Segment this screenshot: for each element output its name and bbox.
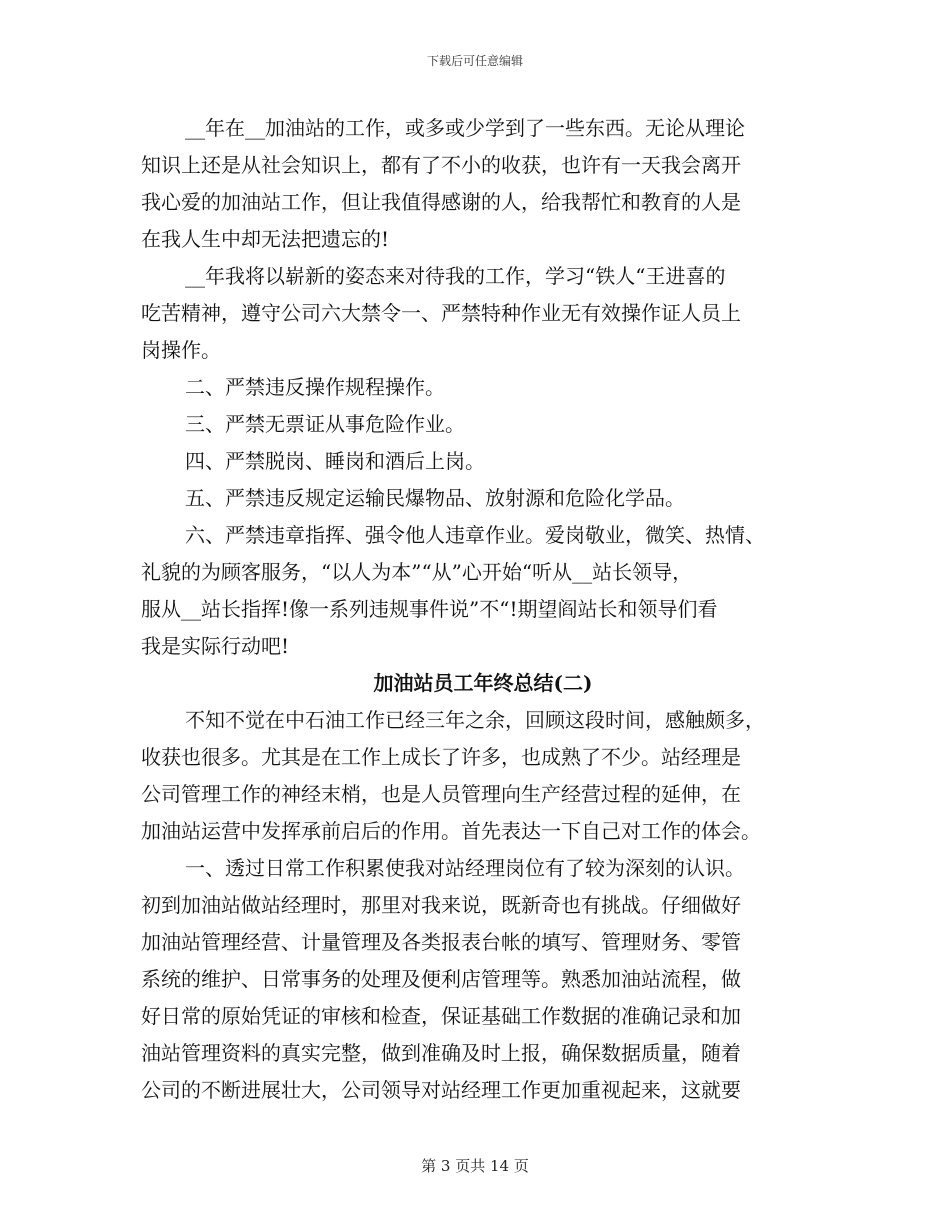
text-line: 好日常的原始凭证的审核和检查，保证基础工作数据的准确记录和加 bbox=[141, 1004, 741, 1028]
text-line: 三、严禁无票证从事危险作业。 bbox=[185, 412, 465, 436]
text-line: 知识上还是从社会知识上，都有了不小的收获，也许有一天我会离开 bbox=[141, 153, 741, 177]
page-footer: 第 3 页共 14 页 bbox=[421, 1157, 529, 1175]
text-line: 公司管理工作的神经末梢，也是人员管理向生产经营过程的延伸，在 bbox=[141, 782, 741, 806]
text-line: 六、严禁违章指挥、强令他人违章作业。爱岗敬业，微笑、热情、 bbox=[185, 523, 765, 547]
text-line: 在我人生中却无法把遗忘的! bbox=[141, 227, 390, 251]
text-line: 加油站运营中发挥承前启后的作用。首先表达一下自己对工作的体会。 bbox=[141, 819, 761, 843]
text-line: 我心爱的加油站工作，但让我值得感谢的人，给我帮忙和教育的人是 bbox=[141, 190, 741, 214]
text-line: 吃苦精神，遵守公司六大禁令一、严禁特种作业无有效操作证人员上 bbox=[141, 301, 741, 325]
text-line: __年在__加油站的工作，或多或少学到了一些东西。无论从理论 bbox=[185, 116, 745, 140]
text-line: 五、严禁违反规定运输民爆物品、放射源和危险化学品。 bbox=[185, 486, 685, 510]
text-line: 油站管理资料的真实完整，做到准确及时上报，确保数据质量，随着 bbox=[141, 1041, 741, 1065]
text-line: 不知不觉在中石油工作已经三年之余，回顾这段时间，感触颇多， bbox=[185, 708, 765, 732]
text-line: 一、透过日常工作积累使我对站经理岗位有了较为深刻的认识。 bbox=[185, 856, 745, 880]
text-line: 四、严禁脱岗、睡岗和酒后上岗。 bbox=[185, 449, 485, 473]
text-line: 公司的不断进展壮大，公司领导对站经理工作更加重视起来，这就要 bbox=[141, 1078, 741, 1102]
text-line: 初到加油站做站经理时，那里对我来说，既新奇也有挑战。仔细做好 bbox=[141, 893, 741, 917]
section-title: 加油站员工年终总结(二) bbox=[373, 671, 593, 695]
page-header: 下载后可任意编辑 bbox=[426, 54, 523, 68]
text-line: 礼貌的为顾客服务，“以人为本”“从”心开始“听从__站长领导， bbox=[141, 560, 693, 584]
text-line: 加油站管理经营、计量管理及各类报表台帐的填写、管理财务、零管 bbox=[141, 930, 741, 954]
text-line: __年我将以崭新的姿态来对待我的工作，学习“铁人“王进喜的 bbox=[185, 264, 726, 288]
text-line: 服从__站长指挥!像一系列违规事件说”不“!期望阎站长和领导们看 bbox=[141, 597, 718, 621]
text-line: 岗操作。 bbox=[141, 338, 221, 362]
text-line: 收获也很多。尤其是在工作上成长了许多，也成熟了不少。站经理是 bbox=[141, 745, 741, 769]
text-line: 二、严禁违反操作规程操作。 bbox=[185, 375, 445, 399]
text-line: 系统的维护、日常事务的处理及便利店管理等。熟悉加油站流程，做 bbox=[141, 967, 741, 991]
text-line: 我是实际行动吧! bbox=[141, 634, 290, 658]
document-body bbox=[141, 110, 811, 1109]
